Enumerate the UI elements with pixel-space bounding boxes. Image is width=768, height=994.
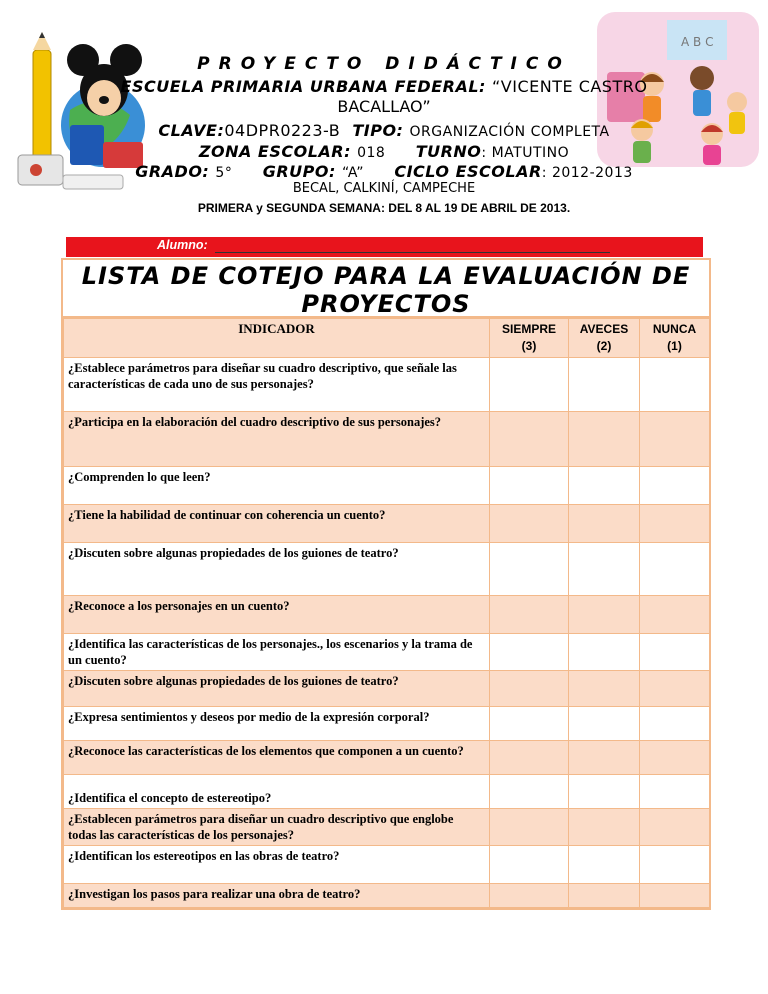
cell-aveces[interactable] [569, 596, 640, 634]
zona-label: ZONA ESCOLAR: [198, 142, 352, 161]
cell-aveces[interactable] [569, 671, 640, 707]
zona-line [0, 142, 768, 161]
ciclo-label: CICLO ESCOLAR [394, 162, 542, 181]
cell-nunca[interactable] [640, 707, 710, 741]
location: BECAL, CALKINÍ, CAMPECHE [292, 181, 476, 196]
cell-nunca[interactable] [640, 884, 710, 908]
cell-nunca[interactable] [640, 596, 710, 634]
table-row: ¿Reconoce a los personajes en un cuento? [64, 596, 490, 634]
cell-nunca[interactable] [640, 809, 710, 846]
grado-label: GRADO: [135, 162, 210, 181]
svg-text:A B C: A B C [681, 35, 714, 49]
cell-nunca[interactable] [640, 543, 710, 596]
school-name-cont: BACALLAO” [337, 97, 431, 116]
cell-aveces[interactable] [569, 707, 640, 741]
col-siempre-label: SIEMPRE [501, 322, 556, 336]
cell-nunca[interactable] [640, 412, 710, 467]
cell-siempre[interactable] [490, 412, 569, 467]
col-aveces [569, 319, 640, 358]
cell-siempre[interactable] [490, 634, 569, 671]
cell-nunca[interactable] [640, 775, 710, 809]
cell-siempre[interactable] [490, 884, 569, 908]
student-label: Alumno: [157, 238, 208, 252]
cell-aveces[interactable] [569, 809, 640, 846]
zona-value: 018 [357, 145, 386, 161]
table-row: ¿Establece parámetros para diseñar su cuadro descriptivo, que señale las características de cada uno de sus personajes? [64, 358, 490, 412]
cell-siempre[interactable] [490, 543, 569, 596]
turno-label: TURNO [415, 142, 482, 161]
col-indicator: INDICADOR [64, 319, 490, 358]
student-name-line[interactable] [215, 252, 610, 253]
cell-siempre[interactable] [490, 596, 569, 634]
clave-value: 04DPR0223-B [224, 121, 341, 140]
tipo-value: ORGANIZACIÓN COMPLETA [409, 124, 610, 140]
col-nunca-label: NUNCA [652, 322, 697, 336]
cell-nunca[interactable] [640, 846, 710, 884]
cell-nunca[interactable] [640, 741, 710, 775]
table-row: ¿Comprenden lo que leen? [64, 467, 490, 505]
table-row: ¿Expresa sentimientos y deseos por medio de la expresión corporal? [64, 707, 490, 741]
col-nunca-value: (1) [667, 339, 682, 353]
col-siempre [490, 319, 569, 358]
school-name: “VICENTE CASTRO [492, 77, 648, 96]
cell-aveces[interactable] [569, 884, 640, 908]
cell-aveces[interactable] [569, 775, 640, 809]
cell-nunca[interactable] [640, 671, 710, 707]
table-row: ¿Discuten sobre algunas propiedades de los guiones de teatro? [64, 671, 490, 707]
cell-aveces[interactable] [569, 634, 640, 671]
turno-value: : MATUTINO [481, 145, 570, 161]
col-nunca [640, 319, 710, 358]
school-label: ESCUELA PRIMARIA URBANA FEDERAL: [120, 77, 486, 96]
cell-aveces[interactable] [569, 467, 640, 505]
checklist-title [63, 260, 709, 318]
cell-siempre[interactable] [490, 467, 569, 505]
cell-nunca[interactable] [640, 505, 710, 543]
checklist-title-line-2: PROYECTOS [301, 290, 471, 318]
project-title: PROYECTO DIDÁCTICO [197, 54, 571, 74]
table-row: ¿Discuten sobre algunas propiedades de los guiones de teatro? [64, 543, 490, 596]
cell-nunca[interactable] [640, 634, 710, 671]
cell-aveces[interactable] [569, 543, 640, 596]
cell-siempre[interactable] [490, 671, 569, 707]
checklist-title-line-1: LISTA DE COTEJO PARA LA EVALUACIÓN DE [81, 262, 691, 290]
school-line [0, 77, 768, 96]
grupo-label: GRUPO: [262, 162, 336, 181]
cell-aveces[interactable] [569, 741, 640, 775]
cell-siempre[interactable] [490, 505, 569, 543]
grupo-value: “A” [341, 165, 364, 181]
cell-siempre[interactable] [490, 741, 569, 775]
checklist-table [63, 318, 710, 908]
cell-nunca[interactable] [640, 467, 710, 505]
table-row: ¿Identifican los estereotipos en las obras de teatro? [64, 846, 490, 884]
table-row: ¿Investigan los pasos para realizar una obra de teatro? [64, 884, 490, 908]
col-aveces-label: AVECES [579, 322, 629, 336]
col-aveces-value: (2) [596, 339, 612, 353]
table-row: ¿Reconoce las características de los elementos que componen a un cuento? [64, 741, 490, 775]
cell-aveces[interactable] [569, 358, 640, 412]
col-siempre-value: (3) [521, 339, 537, 353]
clave-line [0, 121, 768, 140]
cell-siempre[interactable] [490, 358, 569, 412]
cell-aveces[interactable] [569, 412, 640, 467]
cell-aveces[interactable] [569, 846, 640, 884]
cell-nunca[interactable] [640, 358, 710, 412]
cell-aveces[interactable] [569, 505, 640, 543]
dates: PRIMERA y SEGUNDA SEMANA: DEL 8 AL 19 DE ABRIL DE 2013. [197, 201, 571, 215]
ciclo-value: : 2012-2013 [541, 165, 633, 181]
table-row: ¿Participa en la elaboración del cuadro descriptivo de sus personajes? [64, 412, 490, 467]
grado-value: 5° [215, 165, 233, 181]
clave-label: CLAVE: [158, 121, 225, 140]
cell-siempre[interactable] [490, 846, 569, 884]
checklist [61, 258, 711, 910]
table-row: ¿Identifica las características de los personajes., los escenarios y la trama de un cuento? [64, 634, 490, 671]
table-row: ¿Identifica el concepto de estereotipo? [64, 775, 490, 809]
cell-siempre[interactable] [490, 809, 569, 846]
cell-siempre[interactable] [490, 775, 569, 809]
tipo-label: TIPO: [352, 121, 404, 140]
grado-line [0, 162, 768, 181]
table-row: ¿Establecen parámetros para diseñar un cuadro descriptivo que englobe todas las características de los personajes? [64, 809, 490, 846]
cell-siempre[interactable] [490, 707, 569, 741]
table-row: ¿Tiene la habilidad de continuar con coherencia un cuento? [64, 505, 490, 543]
